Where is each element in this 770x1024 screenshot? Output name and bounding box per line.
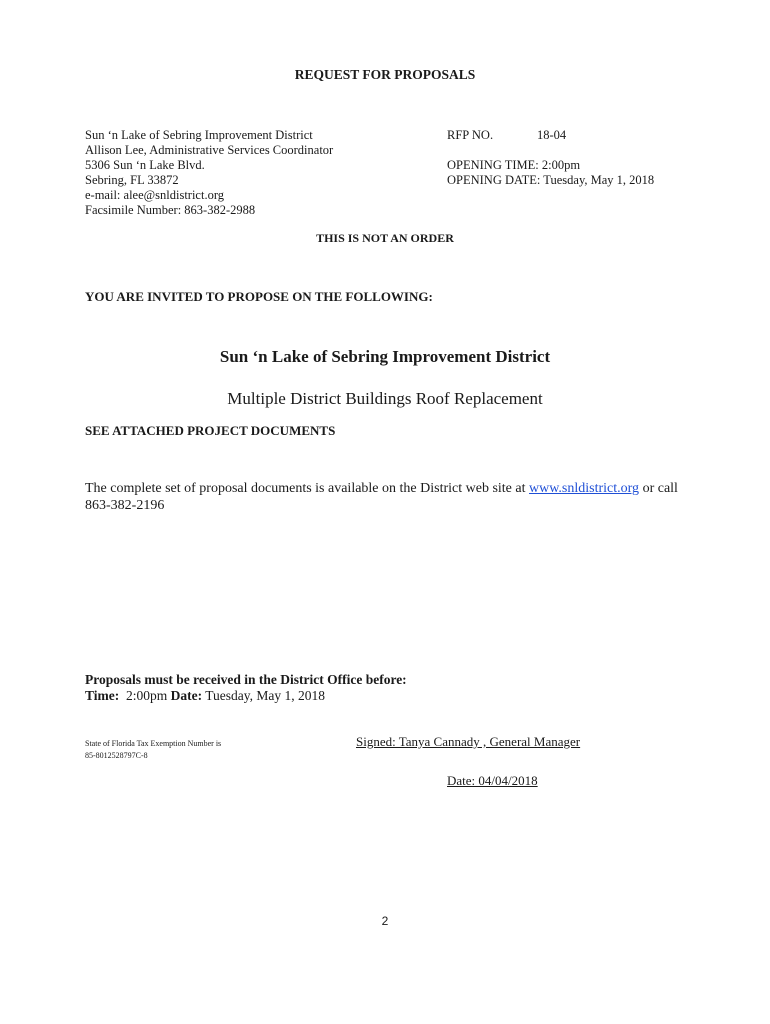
contact-line-person: Allison Lee, Administrative Services Coordinator xyxy=(85,143,334,157)
contact-line-fax: Facsimile Number: 863-382-2988 xyxy=(85,203,256,217)
contact-line-organization: Sun ‘n Lake of Sebring Improvement District xyxy=(85,128,313,142)
availability-paragraph xyxy=(85,480,678,514)
signature-line: Signed: Tanya Cannady , General Manager xyxy=(356,734,581,749)
contact-line-email: e-mail: alee@snldistrict.org xyxy=(85,188,225,202)
deadline-date-value: Tuesday, May 1, 2018 xyxy=(205,688,326,703)
district-website-link[interactable]: www.snldistrict.org xyxy=(529,481,640,496)
signature-date: Date: 04/04/2018 xyxy=(447,773,538,788)
contact-line-city: Sebring, FL 33872 xyxy=(85,173,179,187)
opening-date: OPENING DATE: Tuesday, May 1, 2018 xyxy=(447,173,655,187)
deadline-heading: Proposals must be received in the District Office before: xyxy=(85,672,407,687)
opening-time: OPENING TIME: 2:00pm xyxy=(447,158,581,172)
tax-exemption-block xyxy=(85,738,221,762)
see-attached-notice: SEE ATTACHED PROJECT DOCUMENTS xyxy=(85,423,336,438)
page-number: 2 xyxy=(381,914,389,928)
tax-exemption-number: 85-8012528797C-8 xyxy=(85,751,148,760)
project-title: Multiple District Buildings Roof Replacement xyxy=(227,389,543,408)
tax-exemption-label: State of Florida Tax Exemption Number is xyxy=(85,739,222,748)
district-title: Sun ‘n Lake of Sebring Improvement District xyxy=(219,347,551,366)
contact-line-street: 5306 Sun ‘n Lake Blvd. xyxy=(85,158,205,172)
availability-phone: 863-382-2196 xyxy=(85,498,165,513)
contact-block xyxy=(85,128,333,218)
rfp-number-label: RFP NO. xyxy=(447,128,494,142)
deadline-line xyxy=(85,688,325,704)
deadline-date-label: Date: xyxy=(170,688,203,703)
not-an-order-notice: THIS IS NOT AN ORDER xyxy=(316,231,454,245)
availability-text: The complete set of proposal documents is available on the District web site at xyxy=(85,481,529,496)
invitation-heading: YOU ARE INVITED TO PROPOSE ON THE FOLLOWING: xyxy=(85,289,433,304)
availability-line-1 xyxy=(85,480,678,497)
deadline-time-value: 2:00pm xyxy=(126,688,168,703)
availability-call-text: or call xyxy=(639,481,678,496)
page-title: REQUEST FOR PROPOSALS xyxy=(294,67,476,82)
deadline-time-label: Time: xyxy=(85,688,120,703)
rfp-number-value: 18-04 xyxy=(537,128,567,142)
